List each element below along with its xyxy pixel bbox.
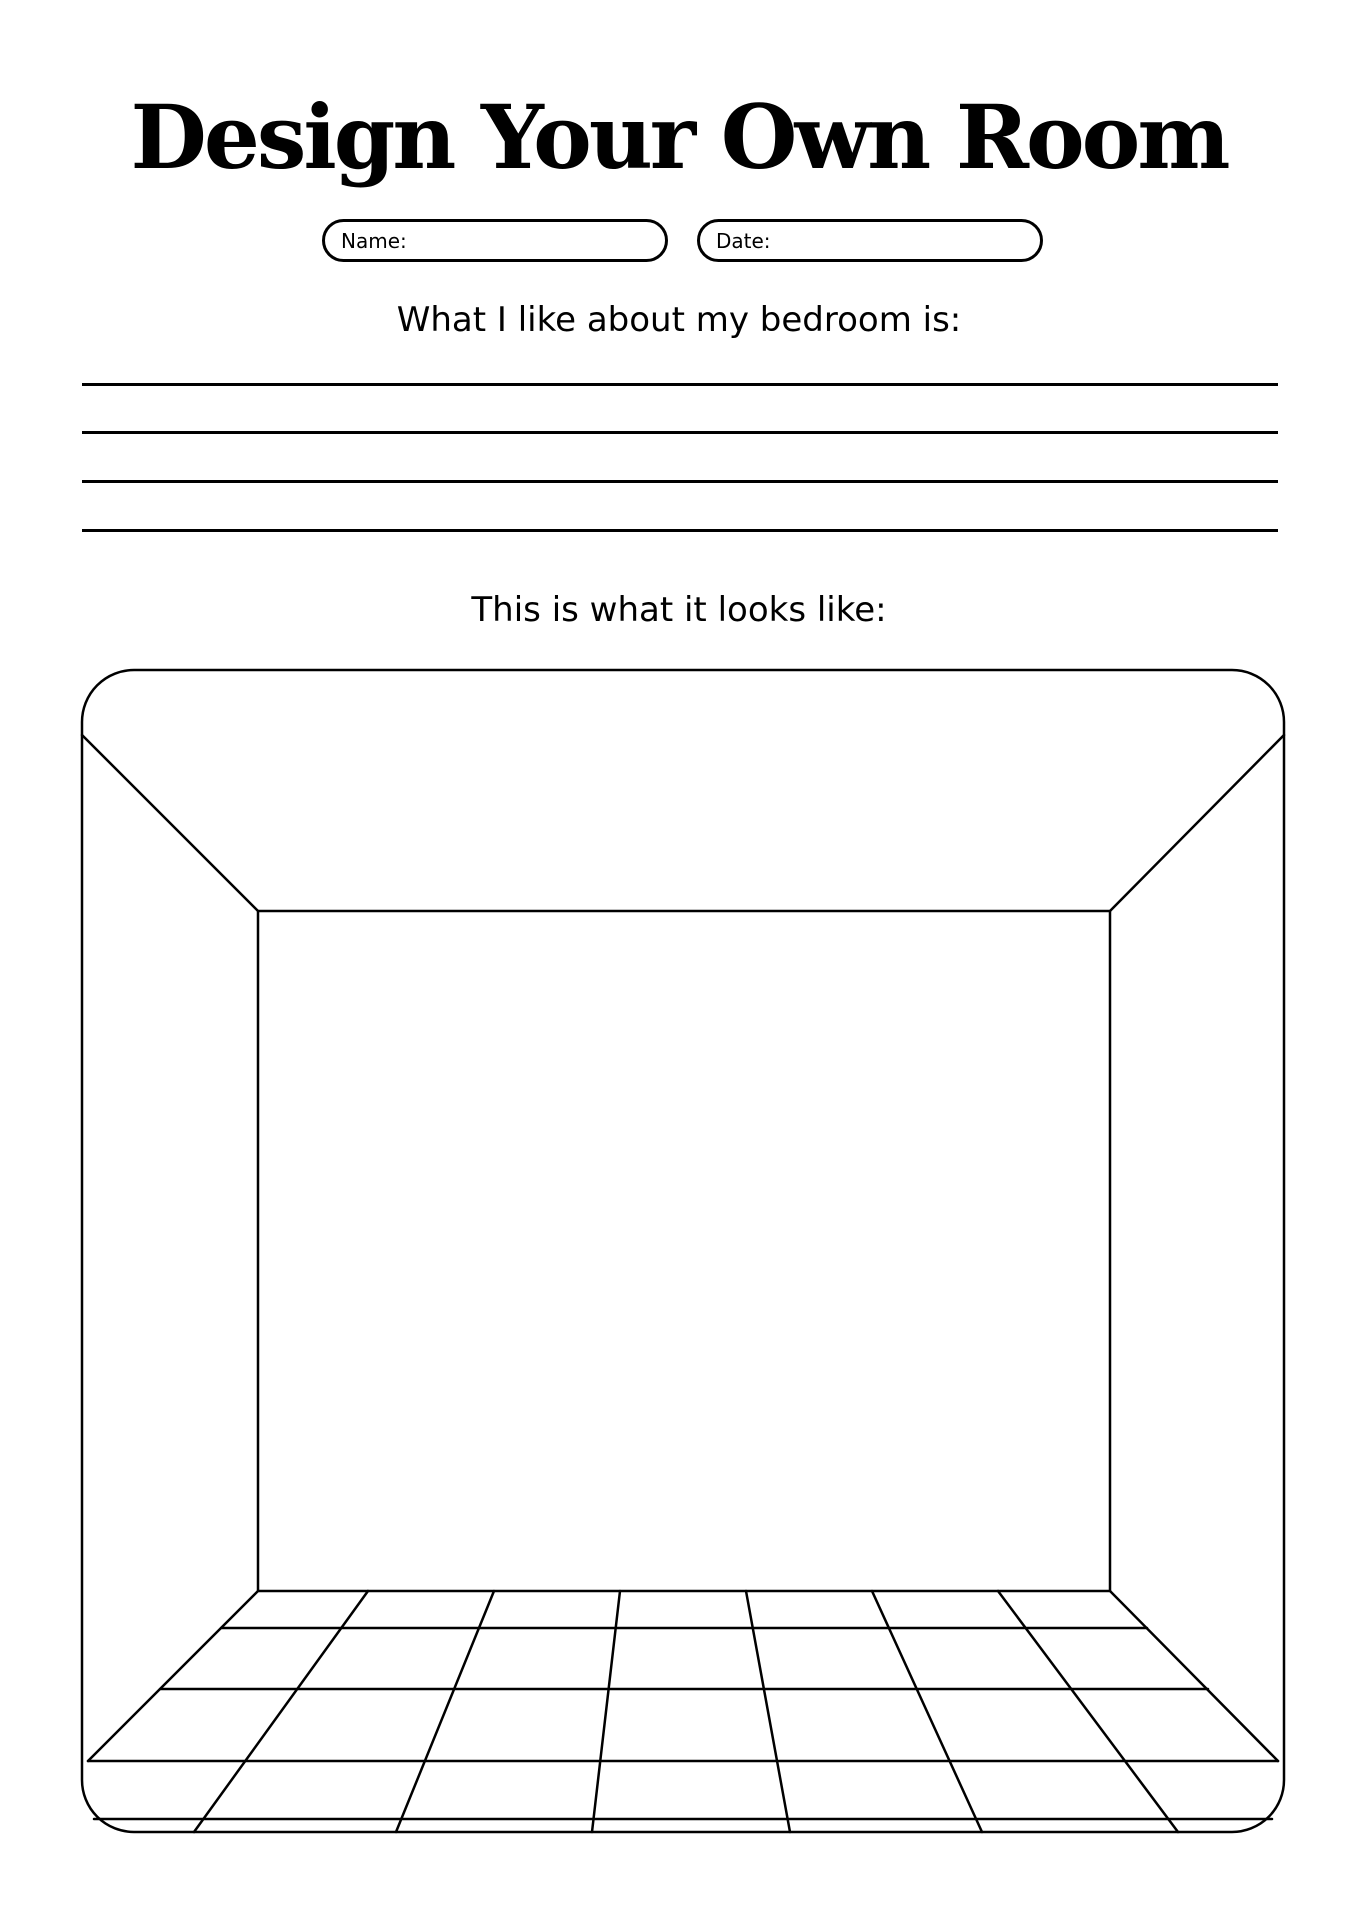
ceiling-edge-right (1110, 735, 1284, 911)
ceiling-edge-left (82, 735, 258, 911)
back-wall (258, 911, 1110, 1591)
floor-grid (88, 1591, 1278, 1832)
room-drawing-area[interactable] (80, 668, 1286, 1834)
name-label: Name: (341, 228, 407, 253)
writing-line[interactable] (82, 383, 1278, 386)
writing-line[interactable] (82, 431, 1278, 434)
floor-edge-left (88, 1591, 258, 1761)
writing-line[interactable] (82, 529, 1278, 532)
prompt-looks: This is what it looks like: (471, 590, 887, 630)
name-field[interactable] (322, 219, 668, 262)
floor-edge-right (1110, 1591, 1278, 1761)
writing-line[interactable] (82, 480, 1278, 483)
page-title: Design Your Own Room (130, 85, 1228, 189)
room-frame (82, 670, 1284, 1832)
date-field[interactable] (697, 219, 1043, 262)
prompt-like: What I like about my bedroom is: (396, 300, 962, 340)
date-label: Date: (716, 228, 771, 253)
